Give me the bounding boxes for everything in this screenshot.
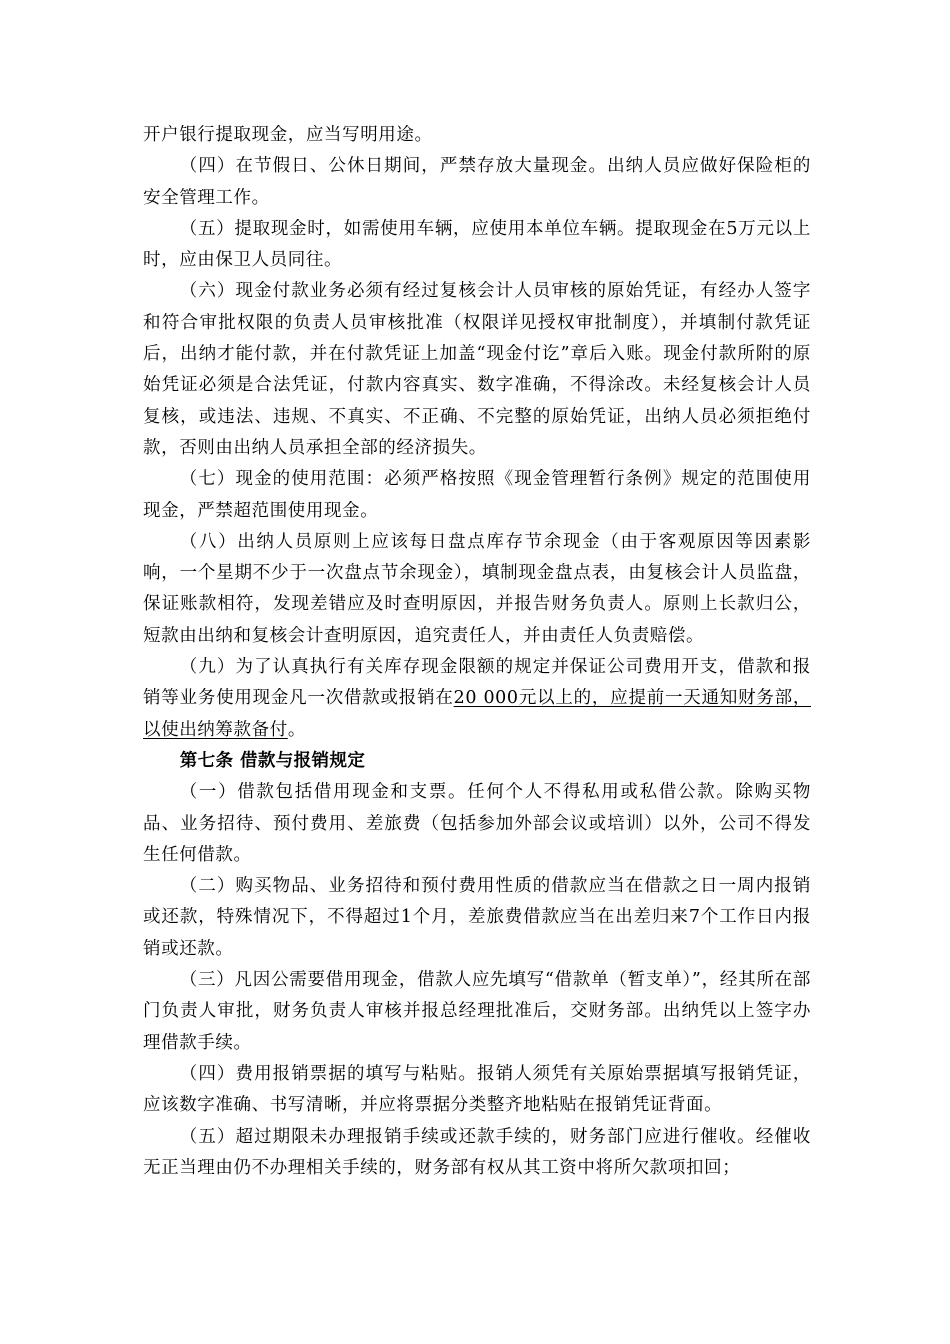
- paragraph-item-5: （五）提取现金时，如需使用车辆，应使用本单位车辆。提取现金在5万元以上时，应由保卫人员同往。: [143, 218, 811, 271]
- paragraph-item-9-text: （九）为了认真执行有关库存现金限额的规定并保证公司费用开支，借款和报销等业务使用现金凡一次借款或报销在: [143, 657, 811, 709]
- paragraph-article7-item-1: （一）借款包括借用现金和支票。任何个人不得私用或私借公款。除购买物品、业务招待、预付费用、差旅费（包括参加外部会议或培训）以外，公司不得发生任何借款。: [143, 782, 811, 865]
- paragraph-item-8: （八）出纳人员原则上应该每日盘点库存节余现金（由于客观原因等因素影响，一个星期不少于一次盘点节余现金），填制现金盘点表，由复核会计人员监盘，保证账款相符，发现差错应及时查明原因，并报告财务负责人。原则上长款归公，短款由出纳和复核会计查明原因，追究责任人，并由责任人负责赔偿。: [143, 531, 811, 646]
- paragraph-item-9: [143, 652, 811, 746]
- paragraph-item-9-end: 。: [287, 719, 306, 740]
- paragraph-item-6: （六）现金付款业务必须有经过复核会计人员审核的原始凭证，有经办人签字和符合审批权限的负责人员审核批准（权限详见授权审批制度），并填制付款凭证后，出纳才能付款，并在付款凭证上加盖“现金付讫”章后入账。现金付款所附的原始凭证必须是合法凭证，付款内容真实、数字准确，不得涂改。未经复核会计人员复核，或违法、违规、不真实、不正确、不完整的原始凭证，出纳人员必须拒绝付款，否则由出纳人员承担全部的经济损失。: [143, 281, 811, 458]
- paragraph-article7-item-5: （五）超过期限未办理报销手续或还款手续的，财务部门应进行催收。经催收无正当理由仍不办理相关手续的，财务部有权从其工资中将所欠款项扣回；: [143, 1126, 811, 1178]
- underlined-requirement: 20 000元以上的，应提前一天通知财务部，以使出纳筹款备付: [143, 688, 812, 740]
- paragraph-article7-item-3: （三）凡因公需要借用现金，借款人应先填写“借款单（暂支单）”，经其所在部门负责人审批，财务负责人审核并报总经理批准后，交财务部。出纳凭以上签字办理借款手续。: [143, 970, 811, 1053]
- paragraph-item-7: （七）现金的使用范围：必须严格按照《现金管理暂行条例》规定的范围使用现金，严禁超范围使用现金。: [143, 469, 811, 521]
- paragraph-article7-item-4: （四）费用报销票据的填写与粘贴。报销人须凭有关原始票据填写报销凭证，应该数字准确、书写清晰，并应将票据分类整齐地粘贴在报销凭证背面。: [143, 1063, 811, 1116]
- paragraph-item-4: （四）在节假日、公休日期间，严禁存放大量现金。出纳人员应做好保险柜的安全管理工作。: [143, 156, 811, 208]
- document-page: [143, 120, 811, 1184]
- section-heading-article-7: 第七条 借款与报销规定: [179, 750, 366, 771]
- paragraph-article7-item-2: （二）购买物品、业务招待和预付费用性质的借款应当在借款之日一周内报销或还款，特殊情况下，不得超过1个月，差旅费借款应当在出差归来7个工作日内报销或还款。: [143, 876, 811, 959]
- paragraph-continuation: 开户银行提取现金，应当写明用途。: [143, 125, 433, 145]
